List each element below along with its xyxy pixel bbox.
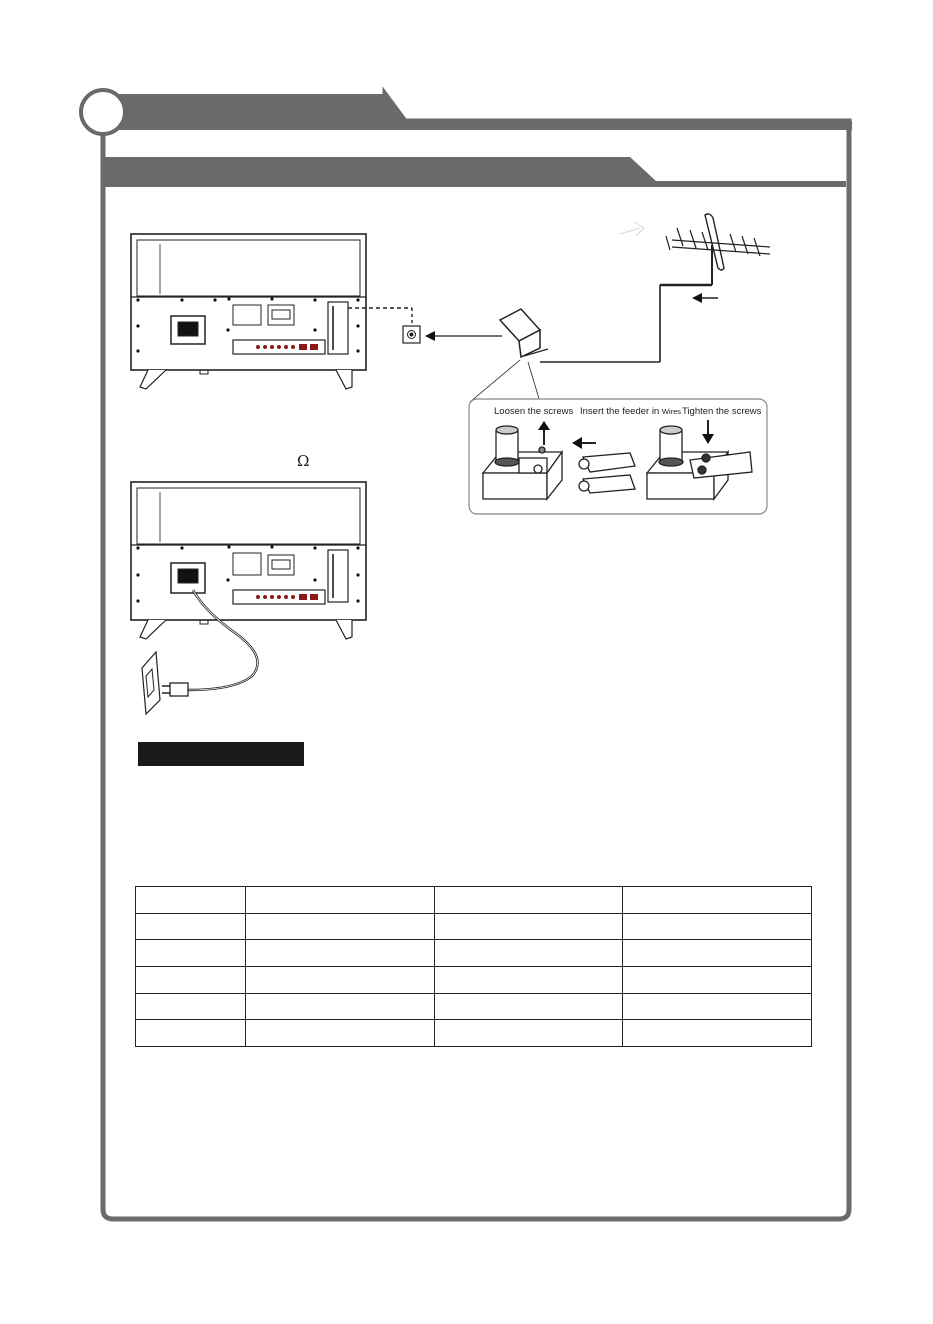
table-cell [623, 887, 812, 914]
impedance-symbol: Ω [297, 452, 310, 470]
table-cell [435, 966, 623, 993]
table-cell [246, 913, 435, 940]
power-cord-and-wall-socket [142, 590, 258, 714]
step-insert-feeder-label [580, 406, 681, 417]
table-cell [136, 1020, 246, 1047]
table-row [136, 887, 812, 914]
table-cell [246, 940, 435, 967]
table-cell [136, 940, 246, 967]
table-cell [623, 966, 812, 993]
table-cell [435, 940, 623, 967]
step-tighten-screws-label: Tighten the screws [682, 406, 762, 417]
table-row [136, 993, 812, 1020]
table-cell [246, 966, 435, 993]
table-cell [136, 993, 246, 1020]
tv-antenna-illustration [620, 214, 770, 270]
table-row [136, 940, 812, 967]
specification-table [135, 886, 812, 1047]
table-cell [435, 887, 623, 914]
table-cell [435, 913, 623, 940]
specification-table-body [136, 887, 812, 1047]
table-cell [246, 993, 435, 1020]
table-cell [136, 887, 246, 914]
table-cell [136, 913, 246, 940]
table-cell [623, 1020, 812, 1047]
step-insert-feeder-text: Insert the feeder in [580, 406, 660, 417]
table-cell [246, 1020, 435, 1047]
table-cell [435, 1020, 623, 1047]
step-insert-feeder-wires-text: Wires [661, 407, 682, 416]
tv-back-panel-power [131, 482, 366, 639]
step-number-circle [81, 90, 125, 134]
redacted-label-bar [138, 742, 304, 766]
table-cell [435, 993, 623, 1020]
table-cell [623, 993, 812, 1020]
antenna-wiring [348, 245, 718, 402]
table-row [136, 1020, 812, 1047]
table-cell [623, 913, 812, 940]
page-frame [100, 94, 852, 1219]
table-cell [246, 887, 435, 914]
table-cell [136, 966, 246, 993]
table-row [136, 966, 812, 993]
table-cell [623, 940, 812, 967]
tv-back-panel-antenna [131, 234, 366, 389]
step-loosen-screws-label: Loosen the screws [494, 406, 574, 417]
table-row [136, 913, 812, 940]
section-header-bar [105, 157, 846, 187]
